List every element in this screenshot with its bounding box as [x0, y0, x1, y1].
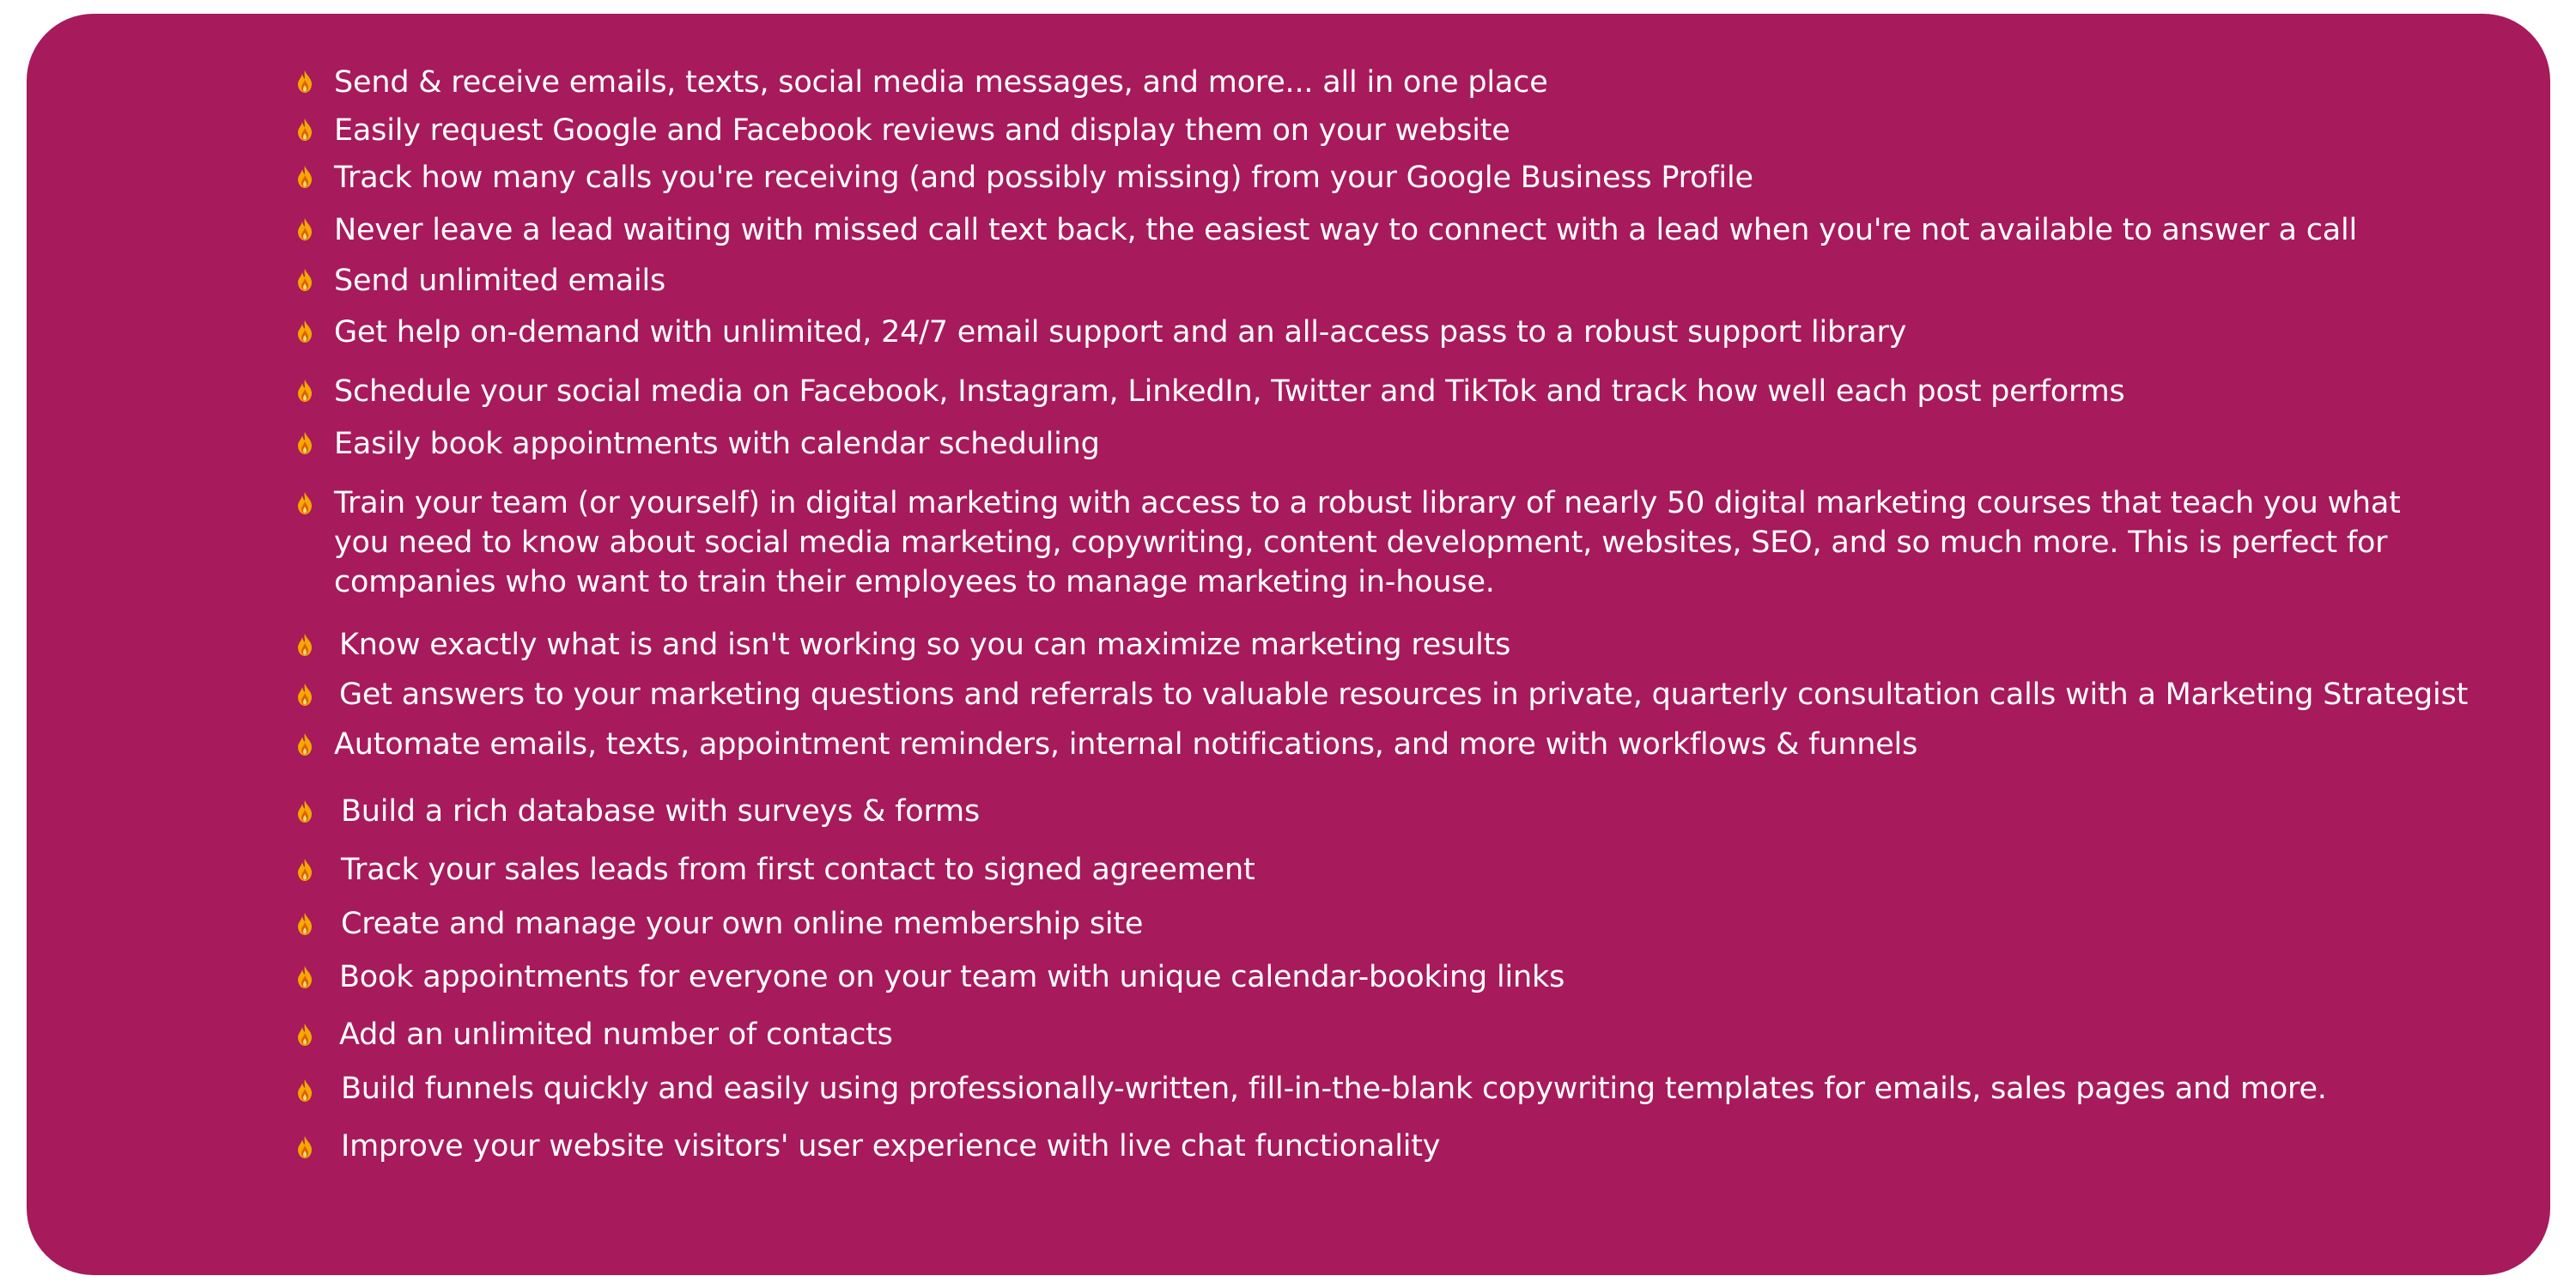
feature-text: Schedule your social media on Facebook, Instagram, LinkedIn, Twitter and TikTok and track how well each post performs — [334, 374, 2125, 409]
feature-text: Improve your website visitors' user experience with live chat functionality — [341, 1129, 1441, 1163]
flame-icon — [296, 70, 313, 94]
flame-icon — [296, 431, 313, 455]
feature-text: Add an unlimited number of contacts — [339, 1018, 893, 1052]
flame-icon — [296, 118, 313, 142]
feature-text: Know exactly what is and isn't working so you can maximize marketing results — [339, 628, 1511, 662]
flame-icon — [296, 633, 313, 657]
flame-icon — [296, 379, 313, 403]
flame-icon — [296, 217, 313, 241]
feature-text: Book appointments for everyone on your team with unique calendar-booking links — [339, 960, 1565, 994]
flame-icon — [296, 965, 313, 989]
feature-text: Build a rich database with surveys & forms — [341, 794, 980, 829]
flame-icon — [296, 1135, 313, 1159]
feature-text: Easily book appointments with calendar scheduling — [334, 427, 1100, 461]
flame-icon — [296, 912, 313, 936]
feature-text: Train your team (or yourself) in digital marketing with access to a robust library of nearly 50 digital marketing courses that teach you what you need to know about social media marketing, copywriting, content development, websites, SEO, and so much more. This is perfect for companies who want to train their employees to manage marketing in-house. — [334, 486, 2401, 599]
feature-text: Track your sales leads from first contact to signed agreement — [341, 853, 1255, 887]
feature-list — [27, 14, 2550, 1275]
flame-icon — [296, 491, 313, 515]
flame-icon — [296, 268, 313, 292]
feature-text: Build funnels quickly and easily using professionally-written, fill-in-the-blank copywriting templates for emails, sales pages and more. — [341, 1072, 2327, 1106]
flame-icon — [296, 858, 313, 882]
feature-text: Never leave a lead waiting with missed call text back, the easiest way to connect with a lead when you're not available to answer a call — [334, 213, 2358, 247]
feature-text: Send unlimited emails — [334, 264, 666, 298]
feature-text: Get help on-demand with unlimited, 24/7 email support and an all-access pass to a robust support library — [334, 315, 1907, 349]
flame-icon — [296, 732, 313, 756]
flame-icon — [296, 1023, 313, 1047]
feature-text: Easily request Google and Facebook reviews and display them on your website — [334, 113, 1510, 148]
flame-icon — [296, 165, 313, 189]
feature-text: Create and manage your own online membership site — [341, 907, 1144, 941]
feature-text: Get answers to your marketing questions and referrals to valuable resources in private, quarterly consultation calls with a Marketing Strategist — [339, 677, 2469, 712]
flame-icon — [296, 683, 313, 707]
features-panel — [27, 14, 2550, 1275]
feature-text: Send & receive emails, texts, social media messages, and more... all in one place — [334, 65, 1548, 100]
feature-text: Track how many calls you're receiving (and possibly missing) from your Google Business Profile — [334, 161, 1753, 195]
flame-icon — [296, 799, 313, 823]
flame-icon — [296, 319, 313, 343]
flame-icon — [296, 1078, 313, 1103]
feature-text: Automate emails, texts, appointment reminders, internal notifications, and more with workflows & funnels — [334, 727, 1918, 762]
